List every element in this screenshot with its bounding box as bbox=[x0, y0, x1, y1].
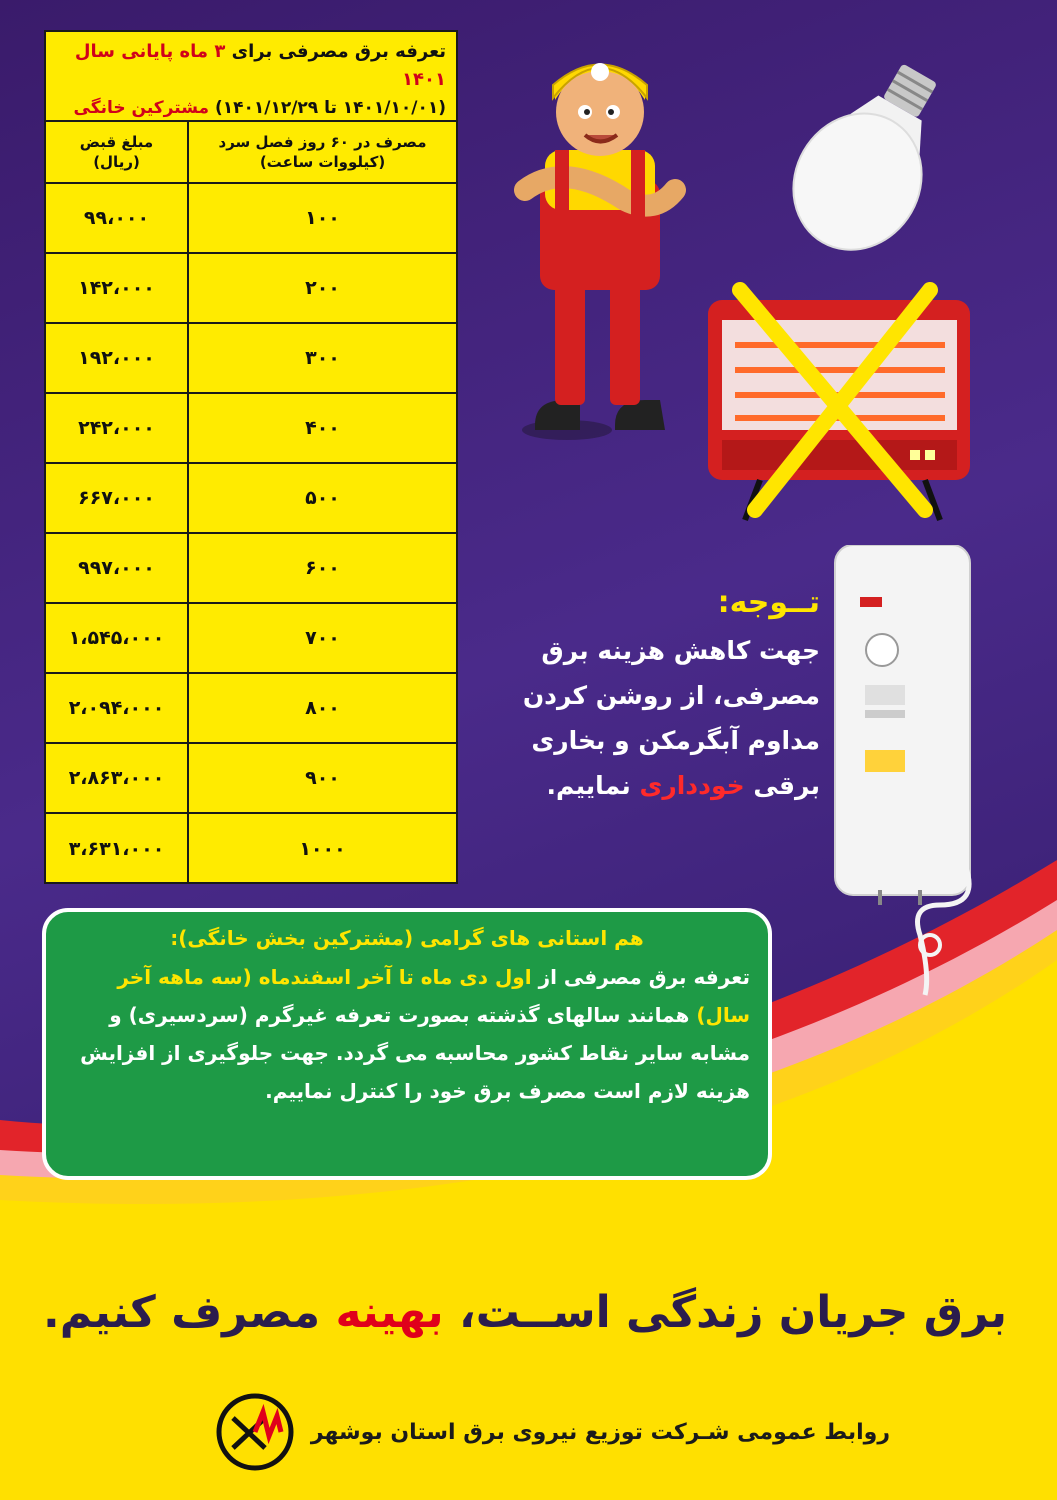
amount-cell: ۲۴۲،۰۰۰ bbox=[46, 394, 187, 464]
usage-cell: ۱۰۰ bbox=[187, 184, 456, 254]
amount-cell: ۱۴۲،۰۰۰ bbox=[46, 254, 187, 324]
announcement-box bbox=[42, 908, 772, 1180]
usage-cell: ۲۰۰ bbox=[187, 254, 456, 324]
usage-header-unit: (کیلووات ساعت) bbox=[259, 153, 386, 171]
amount-cell: ۶۶۷،۰۰۰ bbox=[46, 464, 187, 534]
usage-cell: ۴۰۰ bbox=[187, 394, 456, 464]
announcement-text: تعرفه برق مصرفی از bbox=[538, 965, 750, 989]
amount-header-unit: (ریال) bbox=[93, 153, 140, 171]
usage-cell: ۵۰۰ bbox=[187, 464, 456, 534]
usage-cell: ۹۰۰ bbox=[187, 744, 456, 814]
notice-line-text: نماییم. bbox=[546, 771, 631, 800]
notice-heading: تــوجه: bbox=[717, 585, 820, 620]
usage-header-label: مصرف در ۶۰ روز فصل سرد bbox=[218, 133, 427, 151]
usage-cell: ۸۰۰ bbox=[187, 674, 456, 744]
light-bulb-icon bbox=[790, 55, 950, 265]
amount-header-label: مبلغ قبض bbox=[79, 133, 154, 151]
usage-cell: ۷۰۰ bbox=[187, 604, 456, 674]
announcement-highlight: اول دی ماه تا آخر اسفندماه (سه ماهه آخر سال) bbox=[117, 965, 750, 1027]
footer bbox=[170, 1392, 890, 1472]
slogan-highlight: بهینه bbox=[335, 1287, 444, 1338]
announcement-body bbox=[64, 958, 750, 1110]
notice-highlight: خودداری bbox=[639, 771, 745, 800]
usage-cell: ۱۰۰۰ bbox=[187, 814, 456, 884]
notice-line: مصرفی، از روشن کردن bbox=[522, 681, 820, 710]
tariff-grid bbox=[46, 122, 456, 884]
usage-column-header bbox=[187, 122, 456, 184]
slogan-text: برق جریان زندگی اســت، bbox=[459, 1287, 1007, 1338]
tariff-title bbox=[46, 32, 456, 122]
tariff-title-highlight: ۳ ماه پایانی سال ۱۴۰۱ bbox=[74, 41, 446, 90]
tariff-date-range: (۱۴۰۱/۱۰/۰۱ تا ۱۴۰۱/۱۲/۲۹) bbox=[214, 98, 446, 118]
tariff-table bbox=[44, 30, 458, 884]
amount-cell: ۳،۶۳۱،۰۰۰ bbox=[68, 838, 165, 860]
footer-text: روابط عمومی شـرکت توزیع نیروی برق استان بوشهر bbox=[310, 1419, 890, 1445]
worker-mascot-icon bbox=[505, 40, 700, 440]
amount-cell: ۱۹۲،۰۰۰ bbox=[46, 324, 187, 394]
announcement-heading: هم استانی های گرامی (مشترکین بخش خانگی): bbox=[170, 926, 644, 950]
amount-cell: ۲،۰۹۴،۰۰۰ bbox=[46, 674, 187, 744]
usage-cell: ۶۰۰ bbox=[187, 534, 456, 604]
usage-cell: ۳۰۰ bbox=[187, 324, 456, 394]
company-logo-icon bbox=[215, 1392, 295, 1472]
notice-body bbox=[500, 628, 820, 808]
tariff-title-text: تعرفه برق مصرفی برای bbox=[231, 41, 446, 62]
amount-cell: ۹۹۷،۰۰۰ bbox=[46, 534, 187, 604]
slogan-text: مصرف کنیم. bbox=[43, 1287, 321, 1338]
notice-block bbox=[500, 585, 820, 808]
amount-cell: ۹۹،۰۰۰ bbox=[46, 184, 187, 254]
amount-cell: ۱،۵۴۵،۰۰۰ bbox=[46, 604, 187, 674]
water-heater-icon bbox=[830, 545, 980, 1005]
tariff-customer-type: مشترکین خانگی bbox=[73, 98, 210, 118]
amount-column-header bbox=[46, 122, 187, 184]
notice-line-text: برقی bbox=[753, 771, 820, 800]
announcement-text: همانند سالهای گذشته بصورت تعرفه غیرگرم (سردسیری) و مشابه سایر نقاط کشور محاسبه می گردد. جهت جلوگیری از افزایش هزینه لازم است مصرف برق خود را کنترل نماییم. bbox=[80, 1003, 750, 1103]
amount-cell: ۲،۸۶۳،۰۰۰ bbox=[46, 744, 187, 814]
notice-line bbox=[500, 763, 820, 808]
notice-line: جهت کاهش هزینه برق bbox=[541, 636, 820, 665]
heater-icon bbox=[700, 280, 975, 525]
notice-line: مداوم آبگرمکن و بخاری bbox=[531, 726, 820, 755]
slogan bbox=[20, 1287, 1030, 1338]
